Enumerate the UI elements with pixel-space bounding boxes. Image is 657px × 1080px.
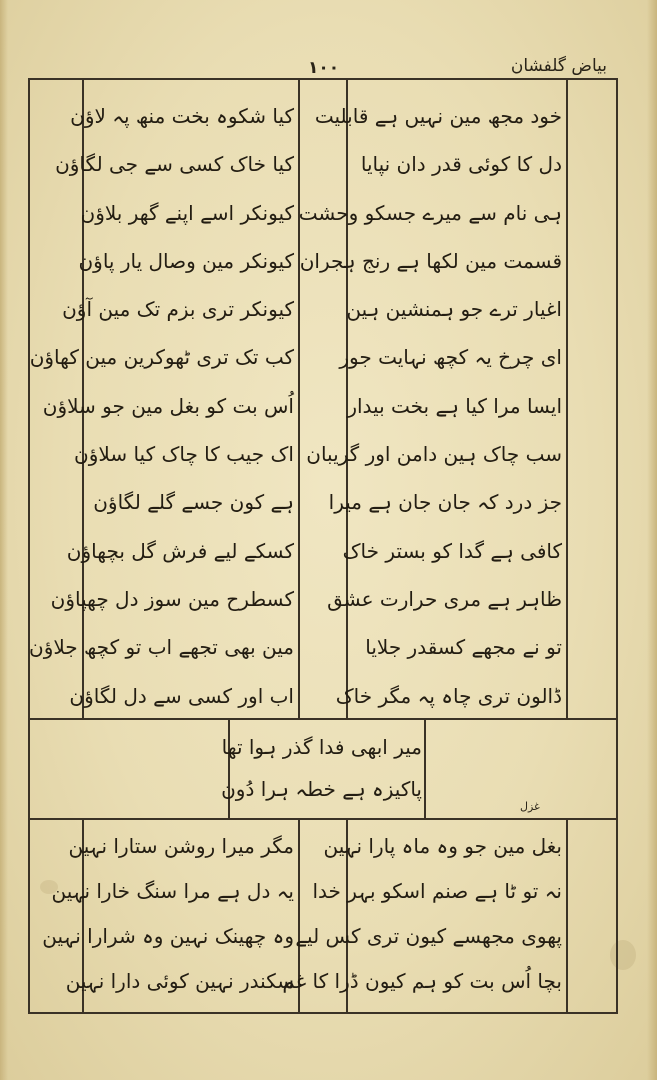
verse-line: کیونکر اسے اپنے گھر بلاؤن xyxy=(80,200,294,225)
verse-line: ای چرخ یہ کچھ نہایت جور xyxy=(339,345,562,370)
verse-line: ہے کون جسے گلے لگاؤن xyxy=(93,490,294,515)
page-edge-right xyxy=(647,0,657,1080)
verse-line: پھوی مجھسے کیون تری کس لیے xyxy=(295,924,562,948)
verse-line: کیونکر تری بزم تک مین آؤن xyxy=(62,297,294,322)
outer-right-rule-top xyxy=(566,78,568,718)
page-title: بیاض گلفشان xyxy=(510,56,607,76)
center-rule-top-left xyxy=(298,78,300,718)
verse-line: دل کا کوئی قدر دان نپایا xyxy=(360,152,562,177)
middle-box-right xyxy=(424,718,426,818)
ghazal-marker: غزل xyxy=(520,800,540,813)
verse-line: کسکے لیے فرش گل بچھاؤن xyxy=(66,538,294,563)
verse-line: مین بھی تجھے اب تو کچھ جلاؤن xyxy=(29,635,294,660)
verse-line: تو نے مجھے کسقدر جلایا xyxy=(365,635,562,660)
page-number: ۱۰۰ xyxy=(308,58,340,78)
verse-line: کافی ہے گدا کو بستر خاک xyxy=(342,538,562,563)
verse-line: بچا اُس بت کو ہم کیون ڈرا کا غم xyxy=(282,969,562,993)
verse-line: اغیار ترے جو ہمنشین ہین xyxy=(346,297,562,322)
middle-verse xyxy=(221,726,422,810)
verse-line: ظاہر ہے مری حرارت عشق xyxy=(327,586,562,611)
verse-line: قسمت مین لکھا ہے رنج ہجران xyxy=(299,248,562,273)
verse-line: اُس بت کو بغل مین جو سلاؤن xyxy=(42,393,294,418)
page-edge-left xyxy=(0,0,8,1080)
top-right-column xyxy=(298,92,562,720)
verse-line: نہ تو ٹا ہے صنم اسکو بہر خدا xyxy=(312,879,562,903)
verse-line: ہی نام سے میرے جسکو وحشت xyxy=(298,200,562,225)
verse-line: کب تک تری ٹھوکرین مین کھاؤن xyxy=(29,345,294,370)
verse-line: پاکیزہ ہے خطہ ہرا دُون xyxy=(221,777,422,801)
verse-line: اب اور کسی سے دل لگاؤن xyxy=(69,683,294,708)
section-divider-bottom xyxy=(28,818,618,820)
verse-line: ایسا مرا کیا ہے بخت بیدار xyxy=(347,393,562,418)
bottom-right-column xyxy=(282,824,562,1004)
verse-line: کیونکر مین وصال یار پاؤن xyxy=(78,248,294,273)
verse-line: کسطرح مین سوز دل چھپاؤن xyxy=(50,586,294,611)
verse-line: خود مجھ مین نہیں ہے قابلیت xyxy=(314,104,562,128)
verse-line: یہ دل ہے مرا سنگ خارا نہین xyxy=(51,879,294,903)
verse-line: جز درد کہ جان جان ہے میرا xyxy=(328,490,562,515)
verse-line: مگر میرا روشن ستارا نہین xyxy=(68,834,294,858)
verse-line: ڈالون تری چاہ پہ مگر خاک xyxy=(335,683,562,708)
verse-line: سکندر نہین کوئی دارا نہین xyxy=(65,969,294,993)
verse-line: کیا شکوہ بخت منھ پہ لاؤن xyxy=(70,104,294,128)
verse-line: سب چاک ہین دامن اور گریبان xyxy=(306,442,562,467)
verse-line: میر ابھی فدا گذر ہوا تھا xyxy=(221,735,422,759)
verse-line: اک جیب کا چاک کیا سلاؤن xyxy=(74,442,294,467)
top-left-column xyxy=(29,92,294,720)
verse-line: کیا خاک کسی سے جی لگاؤن xyxy=(55,152,294,177)
bottom-left-column xyxy=(42,824,294,1004)
verse-line: بغل مین جو وہ ماہ پارا نہین xyxy=(323,834,562,858)
verse-line: وہ چھینک نہین وہ شرارا نہین xyxy=(42,924,294,948)
outer-right-rule-bottom xyxy=(566,818,568,1014)
